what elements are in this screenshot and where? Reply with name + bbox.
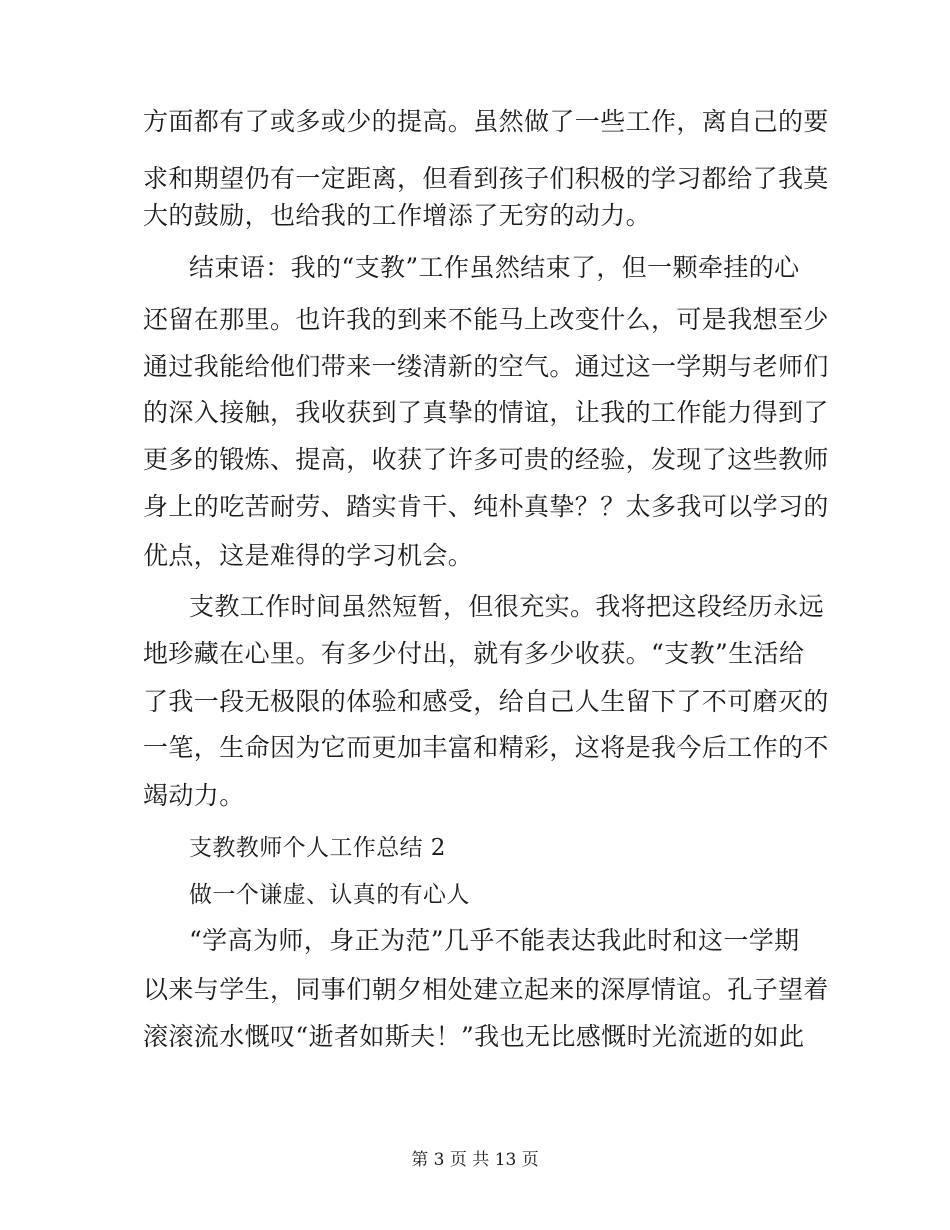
paragraph-line: 更多的锻炼、提高，收获了许多可贵的经验，发现了这些教师 [143, 445, 829, 474]
paragraph-line: 求和期望仍有一定距离，但看到孩子们积极的学习都给了我莫 [143, 164, 829, 193]
paragraph-line: 还留在那里。也许我的到来不能马上改变什么，可是我想至少 [143, 305, 829, 334]
paragraph-line: 以来与学生，同事们朝夕相处建立起来的深厚情谊。孔子望着 [143, 975, 829, 1004]
paragraph-line: 结束语：我的“支教”工作虽然结束了，但一颗牵挂的心 [189, 253, 800, 282]
paragraph-line: 优点，这是难得的学习机会。 [143, 541, 474, 570]
paragraph-line: 滚滚流水慨叹“逝者如斯夫！”我也无比感慨时光流逝的如此 [143, 1022, 805, 1051]
paragraph-line: 方面都有了或多或少的提高。虽然做了一些工作，离自己的要 [143, 107, 829, 136]
paragraph-line: 通过我能给他们带来一缕清新的空气。通过这一学期与老师们 [143, 352, 829, 381]
paragraph-line: 了我一段无极限的体验和感受，给自己人生留下了不可磨灭的 [143, 687, 829, 716]
section-subheading: 做一个谦虚、认真的有心人 [189, 882, 470, 908]
paragraph-line: 地珍藏在心里。有多少付出，就有多少收获。“支教”生活给 [143, 639, 805, 668]
paragraph-line: 身上的吃苦耐劳、踏实肯干、纯朴真挚？？太多我可以学习的 [143, 492, 829, 521]
section-heading: 支教教师个人工作总结 2 [189, 835, 446, 861]
paragraph-line: 大的鼓励，也给我的工作增添了无穷的动力。 [143, 201, 652, 230]
paragraph-line: “学高为师，身正为范”几乎不能表达我此时和这一学期 [189, 926, 800, 955]
paragraph-line: 一笔，生命因为它而更加丰富和精彩，这将是我今后工作的不 [143, 733, 829, 762]
paragraph-line: 的深入接触，我收获到了真挚的情谊，让我的工作能力得到了 [143, 398, 829, 427]
paragraph-line: 支教工作时间虽然短暂，但很充实。我将把这段经历永远 [189, 592, 825, 621]
paragraph-line: 竭动力。 [143, 781, 245, 810]
page-number-footer: 第 3 页 共 13 页 [411, 1150, 539, 1170]
